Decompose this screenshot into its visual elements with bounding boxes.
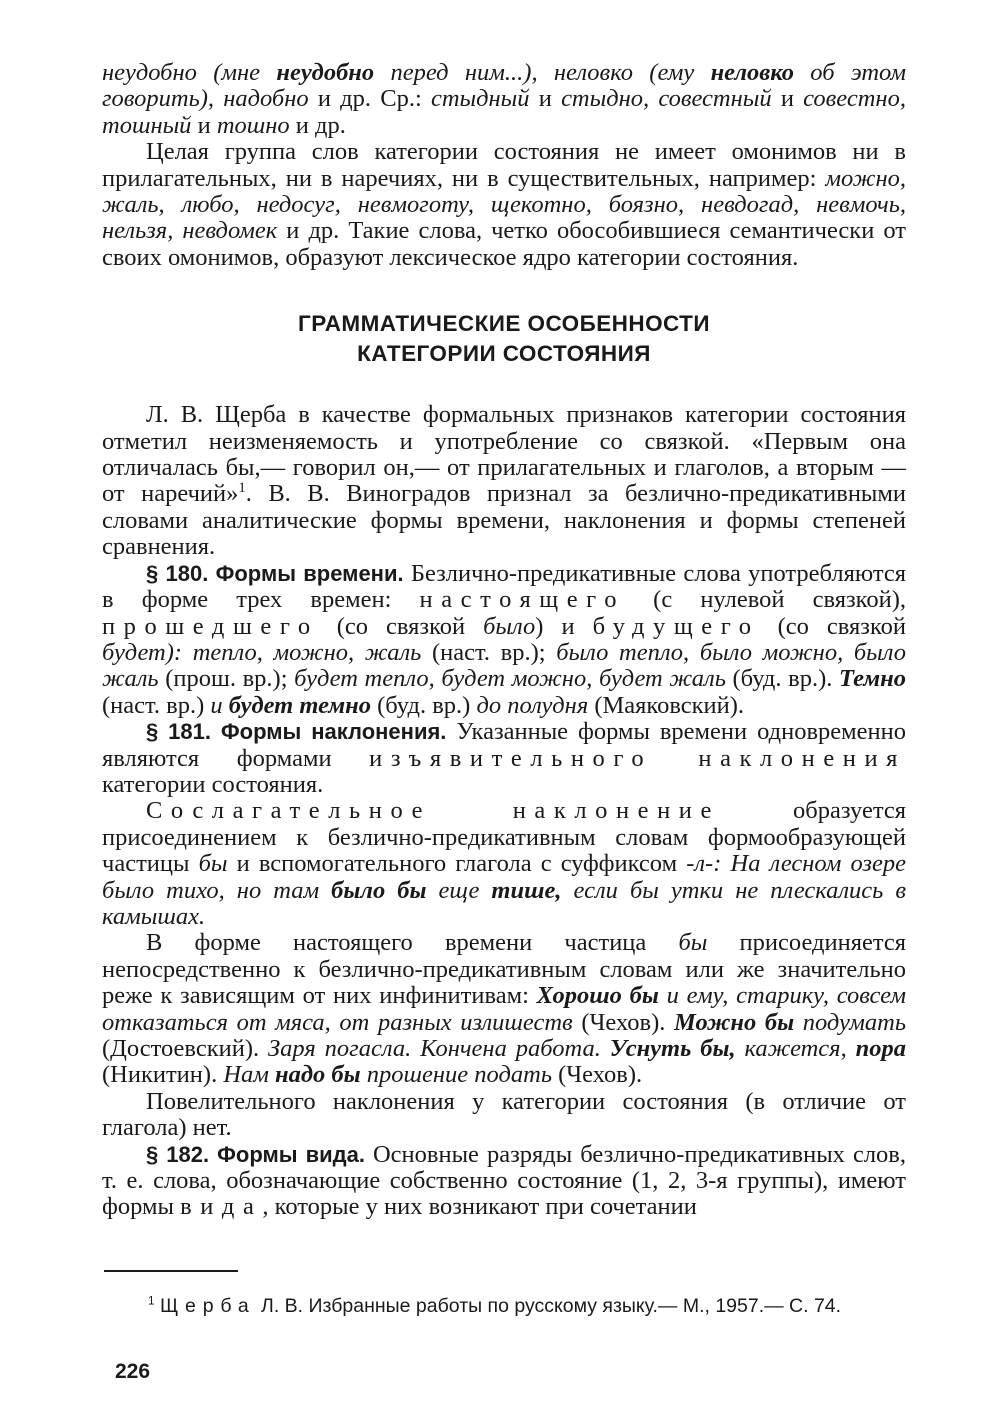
italic-text: до полудня <box>476 691 589 719</box>
paragraph-present-form <box>102 930 906 1088</box>
bold-italic-text: тише, <box>491 876 562 904</box>
italic-text: еще <box>426 876 492 904</box>
text: (буд. вр.) <box>370 691 477 719</box>
italic-text: -л-: На лесном озере было тихо, но там <box>102 850 906 904</box>
paragraph-subjunctive <box>102 798 906 930</box>
text: образуется присоединением к безлично-предикативным словам формообразующей частицы <box>102 797 906 878</box>
text: (Маяковский). <box>588 691 745 719</box>
bold-italic-text: было бы <box>331 876 427 904</box>
text: и <box>191 111 217 139</box>
text: (Чехов). <box>572 1008 674 1036</box>
section-181-title: § 181. Формы наклонения. <box>146 719 447 745</box>
text: Основные разряды безлично-предикативных слов, т. е. слова, обозначающие собственно состояние (1, 2, 3-я группы), имеют формы <box>102 1140 906 1221</box>
text: (со связкой <box>318 612 484 640</box>
italic-text: кажется, <box>735 1035 856 1062</box>
spaced-text: изъявительного наклонения <box>369 744 906 772</box>
spaced-text: настоящего <box>419 586 626 614</box>
text: и др. Такие слова, четко обособившиеся семантически от своих омонимов, образуют лексическое ядро категории состояния. <box>102 217 906 271</box>
bold-italic-text: Можно бы <box>674 1008 795 1036</box>
italic-text: прошение подать <box>360 1061 552 1089</box>
paragraph-section-180 <box>102 561 906 719</box>
italic-text: бы <box>198 850 228 878</box>
spaced-text: вида <box>180 1193 263 1221</box>
italic-text: можно, жаль, любо, недосуг, невмоготу, щекотно, боязно, невдогад, невмочь, нельзя, невдомек <box>102 164 906 245</box>
italic-text: Заря погасла. Кончена работа. <box>268 1035 610 1062</box>
text: и <box>771 85 804 113</box>
paragraph-shcherba <box>102 402 906 560</box>
text: (Достоевский). <box>102 1035 269 1062</box>
italic-text: об этом говорить), надобно <box>102 59 907 113</box>
italic-text: будет): тепло, можно, жаль <box>102 638 422 666</box>
bold-italic-text: Уснуть бы, <box>609 1035 736 1062</box>
text: Целая группа слов категории состояния не имеет омонимов ни в прилагательных, ни в наречиях, ни в существительных, например: <box>102 138 906 192</box>
paragraph-imperative <box>102 1089 906 1142</box>
text: категории состояния. <box>102 770 324 798</box>
italic-text: подумать <box>794 1008 906 1036</box>
page-number: 226 <box>115 1360 151 1383</box>
italic-text: стыдный <box>430 85 530 113</box>
italic-text: тошно <box>216 111 290 139</box>
text: Указанные формы времени одновременно являются формами <box>102 718 906 772</box>
footnote <box>148 1294 908 1318</box>
text: (буд. вр.). <box>725 665 840 693</box>
italic-text: и ему, старику, совсем отказаться от мяса, от разных излишеств <box>102 982 906 1036</box>
section-heading <box>102 309 906 369</box>
text: Повелительного наклонения у категории состояния (в отличие от глагола) нет. <box>102 1087 906 1142</box>
spaced-text: прошедшего <box>102 612 319 640</box>
italic-text: неудобно (мне <box>102 59 277 86</box>
paragraph-section-181 <box>102 719 906 798</box>
text: и др. <box>289 111 346 139</box>
italic-text: если бы утки не плескались в камышах. <box>102 876 906 930</box>
text: (Чехов). <box>551 1061 643 1089</box>
bold-italic-text: Темно <box>839 665 907 693</box>
italic-text: и <box>210 691 229 719</box>
text: (наст. вр.); <box>421 638 557 666</box>
footnote-text: Л. В. Избранные работы по русскому языку.— М., 1957.— С. 74. <box>255 1295 842 1317</box>
text: и <box>529 85 562 113</box>
section-180-title: § 180. Формы времени. <box>146 560 404 586</box>
italic-text: стыдно, совестный <box>561 85 772 113</box>
text: (со связкой <box>759 612 906 640</box>
italic-text: совестно, тошный <box>102 85 906 139</box>
footnote-ref: 1 <box>238 480 246 497</box>
text: . В. В. Виноградов признал за безлично-предикативными словами аналитические формы времени, наклонения и формы степеней сравнения. <box>102 480 907 561</box>
footnote-marker: 1 <box>148 1294 155 1308</box>
italic-text: перед ним...), неловко (ему <box>374 59 711 86</box>
paragraph-section-182 <box>102 1142 906 1221</box>
text: (прош. вр.); <box>158 665 295 693</box>
text: Л. В. Щерба в качестве формальных признаков категории состояния отметил неизменяемость и употребление со связкой. «Первым она отличалась бы,— говорил он,— от прилагательных и глаголов, а вторым — от наречий» <box>102 401 906 508</box>
spaced-text: Сослагательное наклонение <box>146 797 720 825</box>
italic-text: бы <box>678 929 708 957</box>
spaced-text: будущего <box>592 612 760 640</box>
section-182-title: § 182. Формы вида. <box>146 1141 365 1167</box>
section-heading-line1: ГРАММАТИЧЕСКИЕ ОСОБЕННОСТИ <box>298 311 710 337</box>
page-body <box>102 60 906 1221</box>
paragraph-lexical-core <box>102 139 906 271</box>
footnote-divider <box>104 1270 238 1272</box>
italic-text: было тепло, было можно, было жаль <box>102 638 907 693</box>
footnote-author: Щерба <box>159 1295 256 1317</box>
text: Безлично-предикативные слова употребляются в форме трех времен: <box>102 559 906 614</box>
bold-italic-text: неудобно <box>276 59 375 86</box>
text: (с нулевой связкой), <box>625 586 906 614</box>
text: и вспомогательного глагола с суффиксом <box>227 850 687 878</box>
text: и др. Ср.: <box>308 85 431 113</box>
paragraph-continuation <box>102 60 906 139</box>
bold-italic-text: Хорошо бы <box>536 982 659 1010</box>
text: , которые у них возникают при сочетании <box>262 1193 697 1221</box>
text: присоединяется непосредственно к безлично-предикативным словам или же значительно реже к зависящим от них инфинитивам: <box>102 929 906 1010</box>
text: (Никитин). <box>102 1061 224 1089</box>
text: (наст. вр.) <box>102 691 211 719</box>
italic-text: Нам <box>223 1061 276 1089</box>
section-heading-line2: КАТЕГОРИИ СОСТОЯНИЯ <box>357 341 651 367</box>
bold-italic-text: будет темно <box>228 691 371 719</box>
bold-italic-text: неловко <box>710 59 794 86</box>
bold-italic-text: пора <box>855 1035 907 1062</box>
italic-text: будет тепло, будет можно, будет жаль <box>294 665 726 693</box>
bold-italic-text: надо бы <box>275 1061 361 1089</box>
text: ) и <box>535 612 593 640</box>
italic-text: было <box>483 612 536 640</box>
text: В форме настоящего времени частица <box>146 929 679 957</box>
